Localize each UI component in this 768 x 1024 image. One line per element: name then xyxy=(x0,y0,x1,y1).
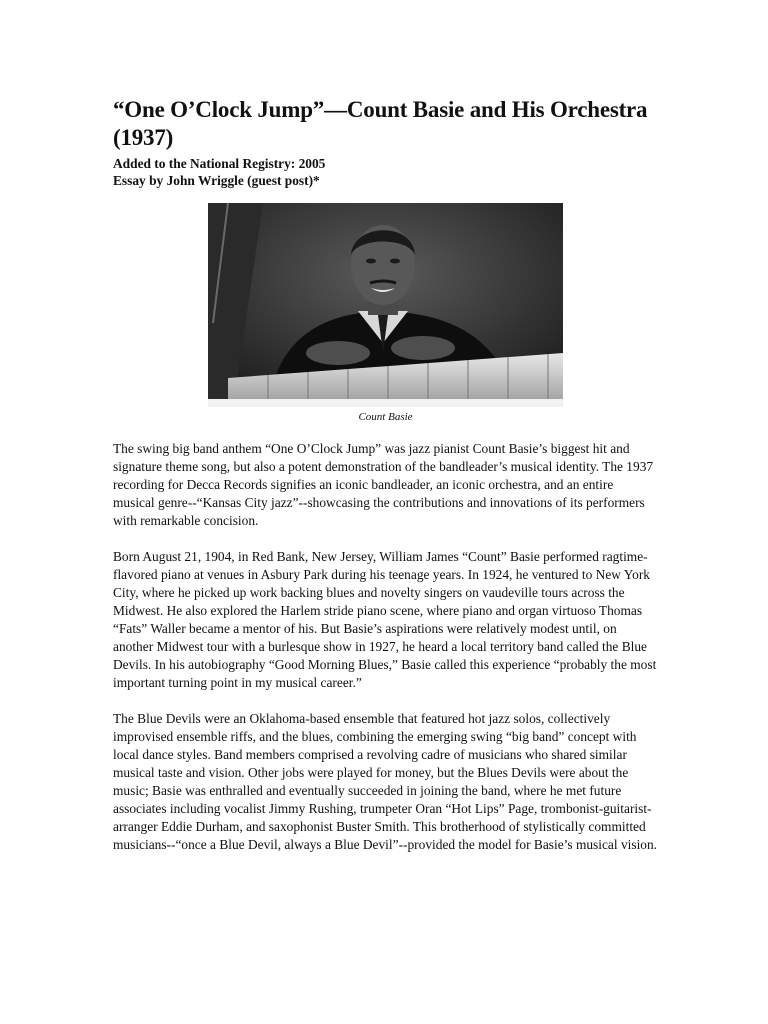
paragraph-3: The Blue Devils were an Oklahoma-based ensemble that featured hot jazz solos, collectively improvised ensemble riffs, and the blues, combining the emerging swing “big band” concept with local dance styles. Band members comprised a revolving cadre of musicians who shared similar musical taste and vision. Other jobs were played for money, but the Blues Devils were about the music; Basie was enthralled and eventually succeeded in joining the band, where he met future associates including vocalist Jimmy Rushing, trumpeter Oran “Hot Lips” Page, trombonist-guitarist-arranger Eddie Durham, and saxophonist Buster Smith. This brotherhood of stylistically committed musicians--“once a Blue Devil, always a Blue Devil”--provided the model for Basie’s musical vision. xyxy=(113,711,658,852)
registry-year: Added to the National Registry: 2005 xyxy=(113,156,326,171)
count-basie-photo xyxy=(208,203,563,407)
photo-figure xyxy=(208,203,563,424)
photo-caption: Count Basie xyxy=(358,411,413,423)
document-page xyxy=(113,96,658,854)
paragraph-1: The swing big band anthem “One O’Clock Jump” was jazz pianist Count Basie’s biggest hit and signature theme song, but also a potent demonstration of the bandleader’s musical identity. The 1937 recording for Decca Records signifies an iconic bandleader, an iconic orchestra, and an entire musical genre--“Kansas City jazz”--showcasing the contributions and innovations of its performers with remarkable concision. xyxy=(113,441,654,528)
page-title: “One O’Clock Jump”—Count Basie and His Orchestra (1937) xyxy=(113,97,648,150)
paragraph-2: Born August 21, 1904, in Red Bank, New Jersey, William James “Count” Basie performed ragtime-flavored piano at venues in Asbury Park during his teenage years. In 1924, he ventured to New York City, where he picked up work backing blues and novelty singers on vaudeville tours across the Midwest. He also explored the Harlem stride piano scene, where piano and organ virtuoso Thomas “Fats” Waller became a mentor of his. But Basie’s aspirations were relatively modest until, on another Midwest tour with a burlesque show in 1927, he heard a local territory band called the Blue Devils. In his autobiography “Good Morning Blues,” Basie called this experience “probably the most important turning point in my musical career.” xyxy=(113,549,657,690)
essay-author: Essay by John Wriggle (guest post)* xyxy=(113,173,320,188)
